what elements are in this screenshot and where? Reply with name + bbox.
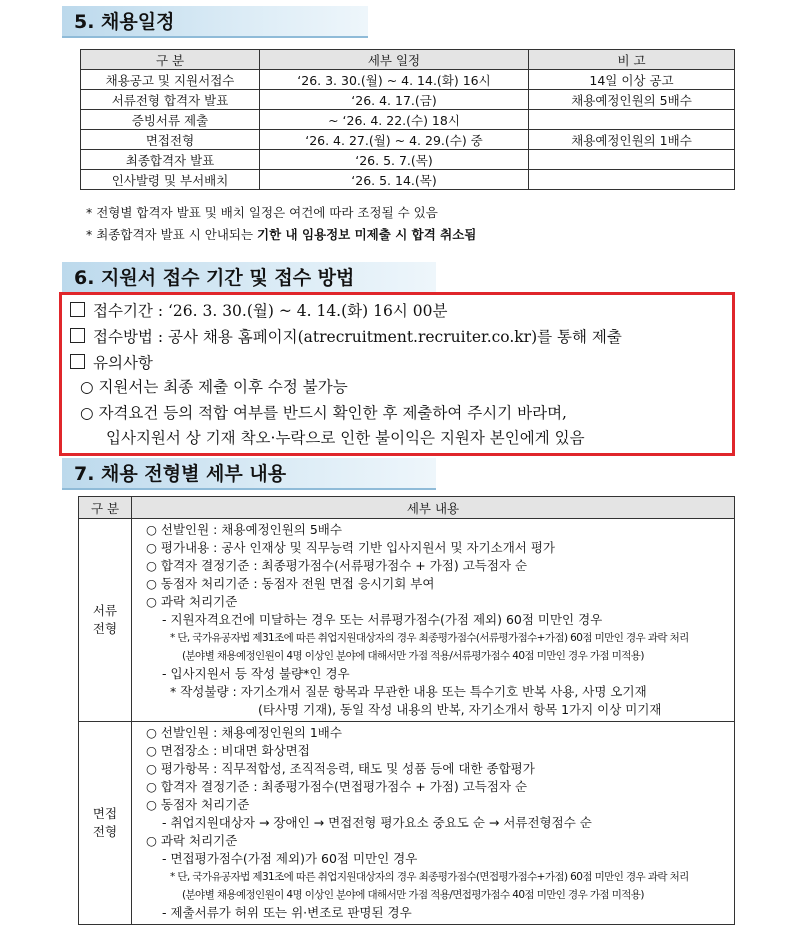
section6-title: 6. 지원서 접수 기간 및 접수 방법 <box>62 262 436 294</box>
schedule-remark: 채용예정인원의 5배수 <box>529 90 735 110</box>
schedule-row <box>81 130 735 150</box>
schedule-category: 채용공고 및 지원서접수 <box>81 70 260 90</box>
int-line: ○ 과락 처리기준 <box>146 833 238 848</box>
schedule-detail: ‘26. 4. 27.(월) ~ 4. 29.(수) 중 <box>260 130 529 150</box>
schedule-remark: 14일 이상 공고 <box>529 70 735 90</box>
schedule-row <box>81 90 735 110</box>
schedule-category: 증빙서류 제출 <box>81 110 260 130</box>
doc-screening-label: 서류 전형 <box>79 519 132 722</box>
schedule-header-remark: 비 고 <box>529 50 735 70</box>
caution-line: 유의사항 <box>70 351 153 373</box>
detail-table <box>78 496 735 925</box>
schedule-table <box>80 49 735 190</box>
doc-line: ○ 과락 처리기준 <box>146 594 238 609</box>
schedule-category: 서류전형 합격자 발표 <box>81 90 260 110</box>
doc-line: - 입사지원서 등 작성 불량*인 경우 <box>162 666 350 681</box>
schedule-row <box>81 70 735 90</box>
schedule-note-1: * 전형별 합격자 발표 및 배치 일정은 여건에 따라 조정될 수 있음 <box>86 205 438 220</box>
int-line: ○ 합격자 결정기준 : 최종평가점수(면접평가점수 + 가점) 고득점자 순 <box>146 779 528 794</box>
int-line: ○ 동점자 처리기준 <box>146 797 250 812</box>
int-line: ○ 평가항목 : 직무적합성, 조직적응력, 태도 및 성품 등에 대한 종합평가 <box>146 761 535 776</box>
doc-line: (타사명 기재), 동일 작성 내용의 반복, 자기소개서 항목 1가지 이상 미기재 <box>258 702 662 717</box>
doc-line: * 단, 국가유공자법 제31조에 따른 취업지원대상자의 경우 최종평가점수(서류평가점수+가점) 60점 미만인 경우 과락 처리 <box>170 632 689 644</box>
checkbox-icon <box>70 328 85 343</box>
schedule-row <box>81 170 735 190</box>
schedule-category: 인사발령 및 부서배치 <box>81 170 260 190</box>
caution-item-2a: ○ 자격요건 등의 적합 여부를 반드시 확인한 후 제출하여 주시기 바라며, <box>80 404 567 422</box>
int-line: - 제출서류가 허위 또는 위·변조로 판명된 경우 <box>162 905 412 920</box>
interview-content <box>132 722 735 925</box>
schedule-detail: ‘26. 4. 17.(금) <box>260 90 529 110</box>
schedule-row <box>81 150 735 170</box>
int-line: ○ 면접장소 : 비대면 화상면접 <box>146 743 310 758</box>
doc-line: ○ 합격자 결정기준 : 최종평가점수(서류평가점수 + 가점) 고득점자 순 <box>146 558 528 573</box>
detail-header-category: 구 분 <box>79 497 132 519</box>
doc-screening-content <box>132 519 735 722</box>
checkbox-icon <box>70 302 85 317</box>
section5-title: 5. 채용일정 <box>62 6 368 38</box>
schedule-detail: ‘26. 3. 30.(월) ~ 4. 14.(화) 16시 <box>260 70 529 90</box>
schedule-detail: ~ ‘26. 4. 22.(수) 18시 <box>260 110 529 130</box>
int-line: - 취업지원대상자 → 장애인 → 면접전형 평가요소 중요도 순 → 서류전형점수 순 <box>162 815 592 830</box>
doc-line: (분야별 채용예정인원이 4명 이상인 분야에 대해서만 가점 적용/서류평가점수 40점 미만인 경우 가점 미적용) <box>182 650 644 662</box>
doc-line: ○ 선발인원 : 채용예정인원의 5배수 <box>146 522 342 537</box>
int-line: ○ 선발인원 : 채용예정인원의 1배수 <box>146 725 342 740</box>
schedule-row <box>81 110 735 130</box>
schedule-header-category: 구 분 <box>81 50 260 70</box>
schedule-detail: ‘26. 5. 14.(목) <box>260 170 529 190</box>
doc-line: - 지원자격요건에 미달하는 경우 또는 서류평가점수(가점 제외) 60점 미만인 경우 <box>162 612 603 627</box>
schedule-remark <box>529 170 735 190</box>
int-line: (분야별 채용예정인원이 4명 이상인 분야에 대해서만 가점 적용/면접평가점수 40점 미만인 경우 가점 미적용) <box>182 889 644 901</box>
schedule-remark: 채용예정인원의 1배수 <box>529 130 735 150</box>
schedule-remark <box>529 110 735 130</box>
detail-header-content: 세부 내용 <box>132 497 735 519</box>
int-line: * 단, 국가유공자법 제31조에 따른 취업지원대상자의 경우 최종평가점수(면접평가점수+가점) 60점 미만인 경우 과락 처리 <box>170 871 689 883</box>
highlight-box <box>59 292 735 456</box>
caution-item-2b: 입사지원서 상 기재 착오·누락으로 인한 불이익은 지원자 본인에게 있음 <box>106 429 585 447</box>
method-line: 접수방법 : 공사 채용 홈페이지(atrecruitment.recruiter.co.kr)를 통해 제출 <box>70 325 622 347</box>
schedule-category: 면접전형 <box>81 130 260 150</box>
schedule-category: 최종합격자 발표 <box>81 150 260 170</box>
schedule-note-2: * 최종합격자 발표 시 안내되는 기한 내 임용정보 미제출 시 합격 취소됨 <box>86 227 477 242</box>
doc-line: ○ 평가내용 : 공사 인재상 및 직무능력 기반 입사지원서 및 자기소개서 평가 <box>146 540 556 555</box>
interview-row <box>79 722 735 925</box>
period-line: 접수기간 : ‘26. 3. 30.(월) ~ 4. 14.(화) 16시 00분 <box>70 299 447 321</box>
schedule-header-detail: 세부 일정 <box>260 50 529 70</box>
checkbox-icon <box>70 354 85 369</box>
schedule-detail: ‘26. 5. 7.(목) <box>260 150 529 170</box>
caution-item-1: ○ 지원서는 최종 제출 이후 수정 불가능 <box>80 378 348 396</box>
interview-label: 면접 전형 <box>79 722 132 925</box>
schedule-remark <box>529 150 735 170</box>
doc-screening-row <box>79 519 735 722</box>
doc-line: * 작성불량 : 자기소개서 질문 항목과 무관한 내용 또는 특수기호 반복 사용, 사명 오기재 <box>170 684 647 699</box>
section7-title: 7. 채용 전형별 세부 내용 <box>62 458 436 490</box>
int-line: - 면접평가점수(가점 제외)가 60점 미만인 경우 <box>162 851 418 866</box>
doc-line: ○ 동점자 처리기준 : 동점자 전원 면접 응시기회 부여 <box>146 576 435 591</box>
